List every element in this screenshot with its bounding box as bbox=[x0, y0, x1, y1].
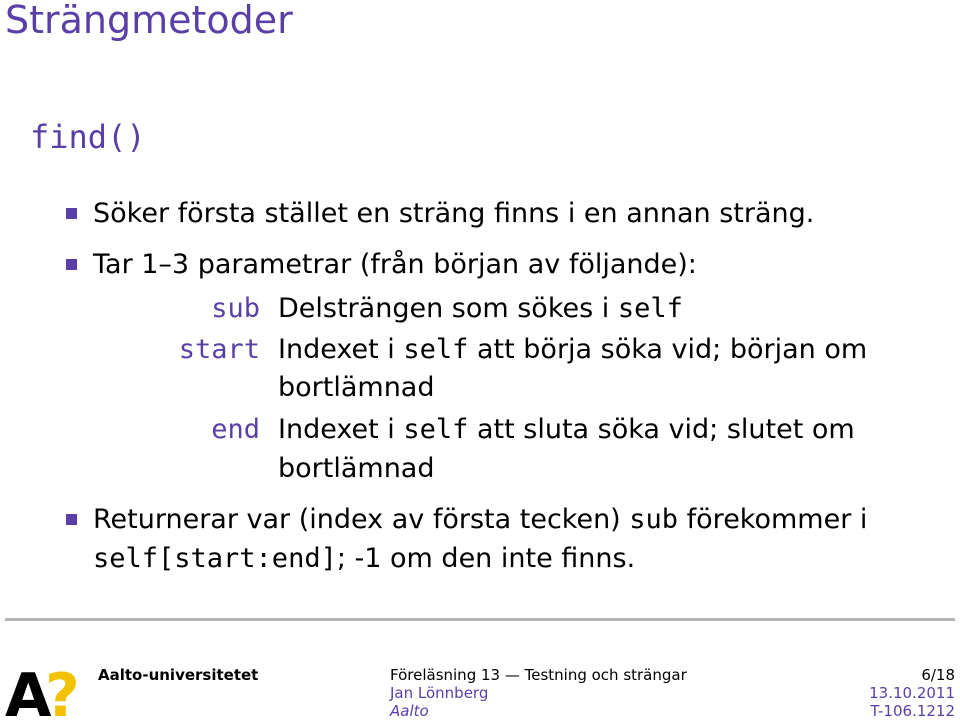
param-desc-end-line2: bortlämnad bbox=[278, 453, 435, 484]
param-desc-sub bbox=[278, 290, 683, 328]
footer-divider bbox=[5, 618, 955, 621]
bullet-code: self[start:end] bbox=[93, 543, 337, 574]
bullet-text-2: Tar 1–3 parametrar (från början av följande): bbox=[93, 249, 697, 280]
bullet-text-1: Söker första stället en sträng finns i en annan sträng. bbox=[93, 198, 815, 229]
param-desc-text: Indexet i bbox=[278, 414, 404, 445]
param-desc-text: Delsträngen som sökes i bbox=[278, 293, 618, 324]
bullet-text-part: Returnerar var (index av första tecken) bbox=[93, 504, 630, 535]
param-term-sub: sub bbox=[211, 293, 260, 324]
footer-lecture: Föreläsning 13 — Testning och strängar bbox=[390, 666, 687, 684]
param-desc-text: att sluta söka vid; slutet om bbox=[468, 414, 855, 445]
param-desc-text: att börja söka vid; början om bbox=[468, 334, 868, 365]
aalto-logo bbox=[5, 664, 83, 718]
slide-title: Strängmetoder bbox=[5, 0, 293, 42]
logo-letter-a: A bbox=[5, 664, 52, 718]
bullet-marker bbox=[66, 514, 77, 525]
bullet-marker bbox=[66, 259, 77, 270]
footer-university: Aalto-universitetet bbox=[98, 666, 259, 684]
footer-institution: Aalto bbox=[390, 702, 429, 720]
param-desc-code: self bbox=[403, 414, 469, 445]
bullet-text-3-line2 bbox=[93, 540, 635, 578]
bullet-code: sub bbox=[629, 504, 679, 535]
param-desc-start-line2: bortlämnad bbox=[278, 372, 435, 403]
param-desc-end bbox=[278, 411, 855, 449]
param-term-start: start bbox=[178, 334, 260, 365]
param-term-end: end bbox=[211, 414, 260, 445]
footer-date: 13.10.2011 bbox=[869, 684, 955, 702]
bullet-marker bbox=[66, 208, 77, 219]
bullet-text-part: ; -1 om den inte finns. bbox=[336, 543, 636, 574]
bullet-text-3 bbox=[93, 501, 867, 539]
param-desc-start bbox=[278, 331, 867, 369]
param-desc-code: self bbox=[617, 293, 683, 324]
param-desc-code: self bbox=[403, 334, 469, 365]
footer-course-code: T-106.1212 bbox=[870, 702, 955, 720]
logo-question-mark: ? bbox=[45, 664, 80, 718]
slide-subtitle: find() bbox=[30, 118, 146, 156]
param-desc-text: Indexet i bbox=[278, 334, 404, 365]
bullet-text-part: förekommer i bbox=[678, 504, 868, 535]
footer-author: Jan Lönnberg bbox=[390, 684, 489, 702]
footer-page-number: 6/18 bbox=[921, 666, 955, 684]
